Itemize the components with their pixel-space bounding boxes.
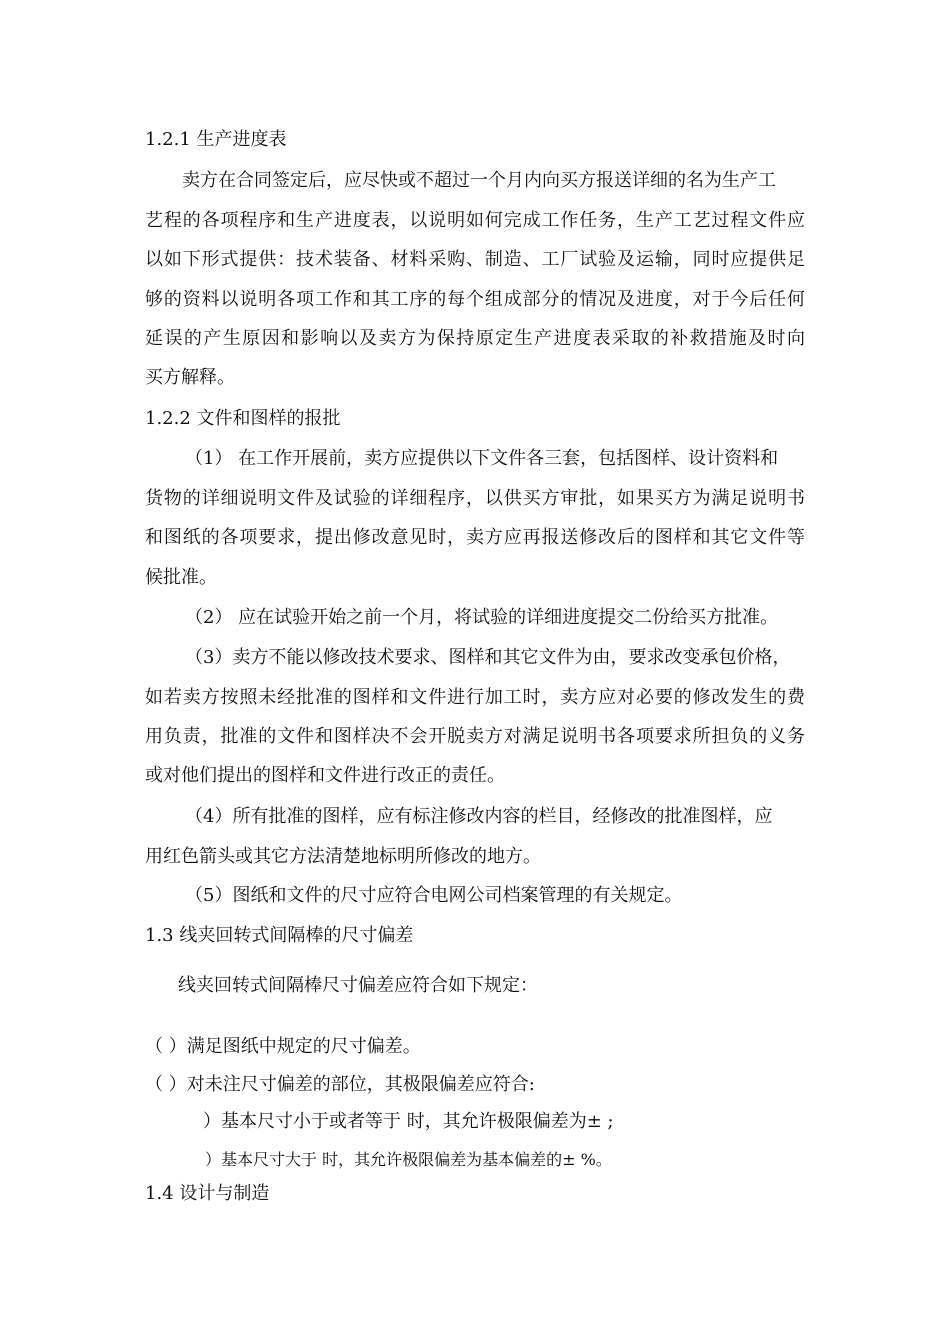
section-intro: 线夹回转式间隔棒尺寸偏差应符合如下规定：: [178, 975, 538, 996]
paragraph-line: 卖方在合同签定后，应尽快或不超过一个月内向买方报送详细的名为生产工: [182, 170, 776, 191]
list-item-line: （3）卖方不能以修改技术要求、图样和其它文件为由，要求改变承包价格，: [185, 647, 791, 668]
deviation-subitem-2: ）基本尺寸大于 时，其允许极限偏差为基本偏差的± %。: [205, 1150, 612, 1169]
paragraph-line: 以如下形式提供：技术装备、材料采购、制造、工厂试验及运输，同时应提供足: [145, 249, 805, 270]
list-item-line: 候批准。: [145, 567, 217, 588]
paragraph-line: 延误的产生原因和影响以及卖方为保持原定生产进度表采取的补救措施及时向: [145, 328, 805, 349]
paragraph-line: 艺程的各项程序和生产进度表，以说明如何完成工作任务，生产工艺过程文件应: [145, 210, 805, 231]
list-item-line: 货物的详细说明文件及试验的详细程序，以供买方审批，如果买方为满足说明书: [145, 488, 805, 509]
deviation-item-a: （ ）满足图纸中规定的尺寸偏差。: [145, 1036, 421, 1057]
paragraph-line: 够的资料以说明各项工作和其工序的每个组成部分的情况及进度，对于今后任何: [145, 289, 805, 310]
list-item-line: 如若卖方按照未经批准的图样和文件进行加工时，卖方应对必要的修改发生的费: [145, 687, 805, 708]
deviation-subitem-1: ）基本尺寸小于或者等于 时，其允许极限偏差为± ;: [203, 1111, 614, 1132]
list-item-line: 用负责，批准的文件和图样决不会开脱卖方对满足说明书各项要求所担负的义务: [145, 726, 805, 747]
list-item-line: （5）图纸和文件的尺寸应符合电网公司档案管理的有关规定。: [185, 885, 683, 906]
section-heading-1-2-1: 1.2.1 生产进度表: [145, 129, 287, 150]
section-heading-1-2-2: 1.2.2 文件和图样的报批: [145, 408, 341, 429]
paragraph-line: 买方解释。: [145, 367, 235, 388]
list-item-line: （1） 在工作开展前，卖方应提供以下文件各三套，包括图样、设计资料和: [185, 448, 779, 469]
section-heading-1-3: 1.3 线夹回转式间隔棒的尺寸偏差: [145, 925, 414, 946]
list-item-line: 或对他们提出的图样和文件进行改正的责任。: [145, 765, 505, 786]
deviation-item-b: （ ）对未注尺寸偏差的部位，其极限偏差应符合:: [145, 1074, 535, 1095]
list-item-line: 用红色箭头或其它方法清楚地标明所修改的地方。: [145, 846, 541, 867]
list-item-line: 和图纸的各项要求，提出修改意见时，卖方应再报送修改后的图样和其它文件等: [145, 527, 805, 548]
section-heading-1-4: 1.4 设计与制造: [145, 1183, 270, 1204]
list-item-line: （2） 应在试验开始之前一个月，将试验的详细进度提交二份给买方批准。: [185, 607, 779, 628]
list-item-line: （4）所有批准的图样，应有标注修改内容的栏目，经修改的批准图样，应: [185, 806, 773, 827]
